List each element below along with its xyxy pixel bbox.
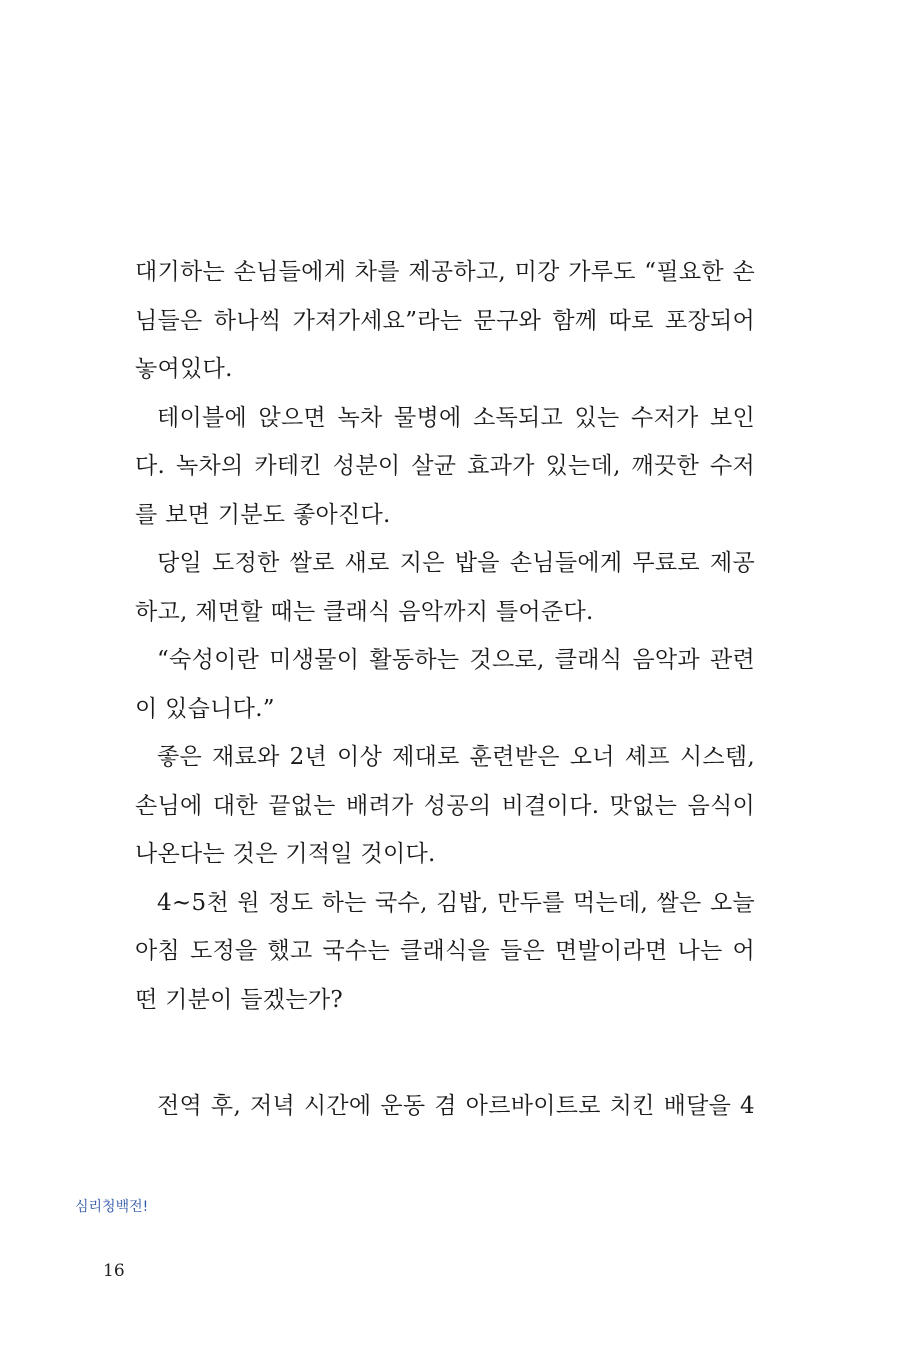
text-line: 나온다는 것은 기적일 것이다.: [135, 841, 436, 867]
text-line: 다. 녹차의 카테킨 성분이 살균 효과가 있는데, 깨끗한 수저: [135, 453, 755, 479]
text-line: 좋은 재료와 2년 이상 제대로 훈련받은 오너 셰프 시스템,: [157, 744, 755, 770]
paragraph: [135, 733, 755, 879]
text-line: 를 보면 기분도 좋아진다.: [135, 501, 391, 528]
page-number: 16: [103, 1261, 125, 1281]
text-line: “숙성이란 미생물이 활동하는 것으로, 클래식 음악과 관련: [157, 647, 755, 673]
paragraph-quote: [135, 636, 755, 733]
text-line: 아침 도정을 했고 국수는 클래식을 들은 면발이라면 나는 어: [135, 938, 755, 964]
text-line: 놓여있다.: [135, 356, 233, 382]
paragraph: [135, 248, 755, 394]
text-line: 테이블에 앉으면 녹차 물병에 소독되고 있는 수저가 보인: [157, 404, 755, 431]
text-line: 떤 기분이 들겠는가?: [135, 986, 343, 1013]
text-line: 님들은 하나씩 가져가세요”라는 문구와 함께 따로 포장되어: [135, 307, 755, 334]
paragraph: [135, 879, 755, 1025]
running-head: 심리청백전!: [75, 1199, 149, 1215]
next-section: [135, 1082, 755, 1131]
text-line: 손님에 대한 끝없는 배려가 성공의 비결이다. 맛없는 음식이: [135, 792, 755, 819]
text-line: 대기하는 손님들에게 차를 제공하고, 미강 가루도 “필요한 손: [135, 259, 755, 285]
paragraph: [135, 394, 755, 540]
text-line: 4~5천 원 정도 하는 국수, 김밥, 만두를 먹는데, 쌀은 오늘: [157, 889, 755, 916]
text-line: 이 있습니다.”: [135, 695, 275, 722]
text-line: 당일 도정한 쌀로 새로 지은 밥을 손님들에게 무료로 제공: [157, 550, 755, 576]
text-line: 하고, 제면할 때는 클래식 음악까지 틀어준다.: [135, 598, 594, 625]
text-line: 전역 후, 저녁 시간에 운동 겸 아르바이트로 치킨 배달을 4: [157, 1093, 755, 1119]
paragraph: [135, 539, 755, 636]
body-text: [135, 248, 755, 1024]
